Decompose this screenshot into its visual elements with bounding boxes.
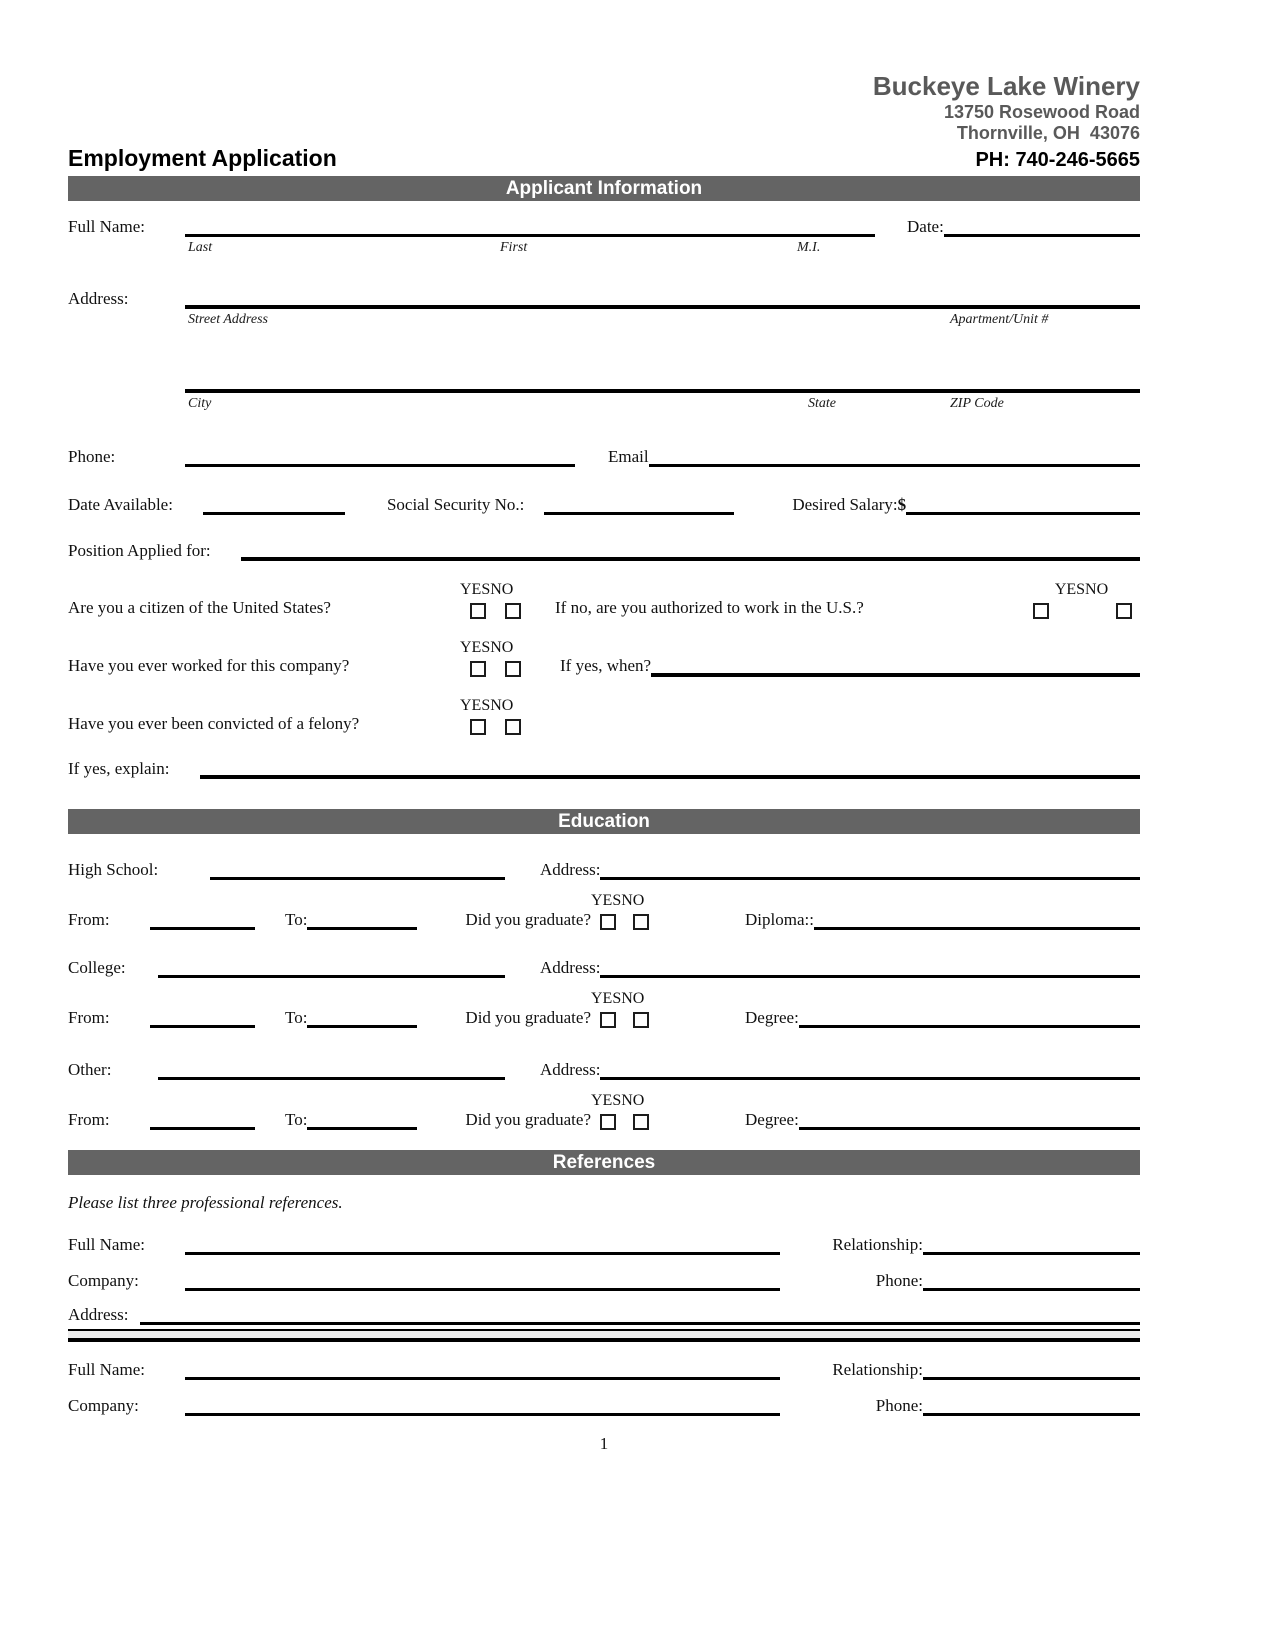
hs-grad-no-checkbox[interactable] [633,914,649,930]
explain-label: If yes, explain: [68,759,170,779]
ref1-company-label: Company: [68,1271,139,1291]
ref1-relationship-label: Relationship: [832,1235,923,1255]
felony-no-checkbox[interactable] [505,719,521,735]
section-header-references: References [68,1150,1140,1175]
other-graduate-question: Did you graduate? [465,1110,591,1130]
ref1-address-input[interactable] [140,1303,1140,1325]
ref2-phone-label: Phone: [875,1396,923,1416]
ref1-phone-label: Phone: [875,1271,923,1291]
authorized-no-checkbox[interactable] [1116,603,1132,619]
other-from-input[interactable] [150,1106,255,1130]
hs-grad-yes-checkbox[interactable] [600,914,616,930]
citizen-yes-checkbox[interactable] [470,603,486,619]
ref2-phone-input[interactable] [923,1392,1140,1416]
address-label: Address: [68,289,129,309]
citizen-no-label: NO [490,581,514,599]
college-grad-yes-checkbox[interactable] [600,1012,616,1028]
city-sublabel: City [188,396,212,412]
phone-input[interactable] [185,443,575,467]
college-to-input[interactable] [307,1004,417,1028]
reference-divider [68,1329,1140,1342]
email-input[interactable] [649,443,1140,467]
company-header [68,72,1140,143]
ref1-full-name-label: Full Name: [68,1235,145,1255]
authorized-yesno-label: YESNO [1054,581,1109,599]
date-input[interactable] [944,213,1140,237]
zip-code-sublabel: ZIP Code [950,396,1004,412]
diploma-input[interactable] [814,906,1140,930]
dollar-sign: $ [897,495,907,515]
other-school-input[interactable] [158,1056,505,1080]
ref1-company-input[interactable] [185,1267,780,1291]
other-grad-no-label: NO [621,1092,645,1110]
full-name-label: Full Name: [68,217,145,237]
email-label: Email [608,447,649,467]
diploma-label: Diploma:: [745,910,814,930]
street-address-sublabel: Street Address [188,312,268,328]
college-grad-yes-label: YES [591,990,622,1008]
date-available-input[interactable] [203,491,345,515]
college-grad-no-checkbox[interactable] [633,1012,649,1028]
worked-no-label: NO [490,639,514,657]
company-address-line2: Thornville, OH 43076 [956,122,1140,143]
ref1-relationship-input[interactable] [923,1231,1140,1255]
last-name-sublabel: Last [188,240,213,256]
apartment-unit-sublabel: Apartment/Unit # [950,312,1049,328]
worked-question: Have you ever worked for this company? [68,656,350,676]
middle-initial-sublabel: M.I. [797,240,821,256]
ssn-input[interactable] [544,491,734,515]
company-phone: PH: 740-246-5665 [975,149,1140,172]
college-grad-no-label: NO [621,990,645,1008]
full-name-input[interactable] [185,213,875,237]
section-header-education: Education [68,809,1140,834]
hs-grad-no-label: NO [621,892,645,910]
desired-salary-input[interactable] [906,491,1140,515]
other-to-input[interactable] [307,1106,417,1130]
ref2-relationship-input[interactable] [923,1356,1140,1380]
explain-input[interactable] [200,755,1141,779]
ref2-company-label: Company: [68,1396,139,1416]
citizen-question: Are you a citizen of the United States? [68,598,331,618]
felony-question: Have you ever been convicted of a felony? [68,714,360,734]
other-degree-label: Degree: [745,1110,799,1130]
ref2-company-input[interactable] [185,1392,780,1416]
ref2-relationship-label: Relationship: [832,1360,923,1380]
high-school-address-input[interactable] [600,856,1140,880]
ref1-address-label: Address: [68,1305,129,1325]
position-applied-input[interactable] [241,537,1140,561]
hs-to-input[interactable] [307,906,417,930]
hs-from-label: From: [68,910,110,930]
date-label: Date: [907,217,944,237]
other-degree-input[interactable] [799,1106,1140,1130]
college-to-label: To: [285,1008,308,1028]
felony-yes-label: YES [460,697,491,715]
hs-from-input[interactable] [150,906,255,930]
company-name: Buckeye Lake Winery [872,71,1140,101]
ref1-phone-input[interactable] [923,1267,1140,1291]
college-from-input[interactable] [150,1004,255,1028]
worked-yes-label: YES [460,639,491,657]
other-address-input[interactable] [600,1056,1140,1080]
college-degree-input[interactable] [799,1004,1140,1028]
ref2-full-name-label: Full Name: [68,1360,145,1380]
ref2-full-name-input[interactable] [185,1356,780,1380]
high-school-label: High School: [68,860,159,880]
other-grad-yes-checkbox[interactable] [600,1114,616,1130]
form-title: Employment Application [68,145,337,172]
street-address-input[interactable] [185,285,1140,309]
company-address-line1: 13750 Rosewood Road [943,101,1140,122]
college-input[interactable] [158,954,505,978]
college-label: College: [68,958,126,978]
worked-yes-checkbox[interactable] [470,661,486,677]
high-school-input[interactable] [210,856,505,880]
first-name-sublabel: First [500,240,528,256]
other-from-label: From: [68,1110,110,1130]
state-sublabel: State [808,396,836,412]
worked-no-checkbox[interactable] [505,661,521,677]
citizen-no-checkbox[interactable] [505,603,521,619]
authorized-question: If no, are you authorized to work in the U.S.? [555,598,864,618]
ssn-label: Social Security No.: [386,495,525,515]
page-number: 1 [599,1434,609,1454]
phone-label: Phone: [68,447,116,467]
hs-graduate-question: Did you graduate? [465,910,591,930]
city-state-zip-input[interactable] [185,369,1140,393]
hs-to-label: To: [285,910,308,930]
date-available-label: Date Available: [68,495,173,515]
section-header-applicant-information: Applicant Information [68,176,1140,201]
college-degree-label: Degree: [745,1008,799,1028]
authorized-yes-checkbox[interactable] [1033,603,1049,619]
ref1-full-name-input[interactable] [185,1231,780,1255]
references-note: Please list three professional references. [68,1193,343,1213]
college-from-label: From: [68,1008,110,1028]
other-address-label: Address: [540,1060,601,1080]
high-school-address-label: Address: [540,860,601,880]
when-question: If yes, when? [560,656,652,676]
felony-yes-checkbox[interactable] [470,719,486,735]
other-grad-no-checkbox[interactable] [633,1114,649,1130]
college-graduate-question: Did you graduate? [465,1008,591,1028]
when-input[interactable] [651,653,1140,677]
college-address-label: Address: [540,958,601,978]
position-applied-label: Position Applied for: [68,541,211,561]
college-address-input[interactable] [600,954,1140,978]
citizen-yes-label: YES [460,581,491,599]
felony-no-label: NO [490,697,514,715]
desired-salary-label: Desired Salary: [792,495,898,515]
other-to-label: To: [285,1110,308,1130]
other-school-label: Other: [68,1060,112,1080]
hs-grad-yes-label: YES [591,892,622,910]
other-grad-yes-label: YES [591,1092,622,1110]
